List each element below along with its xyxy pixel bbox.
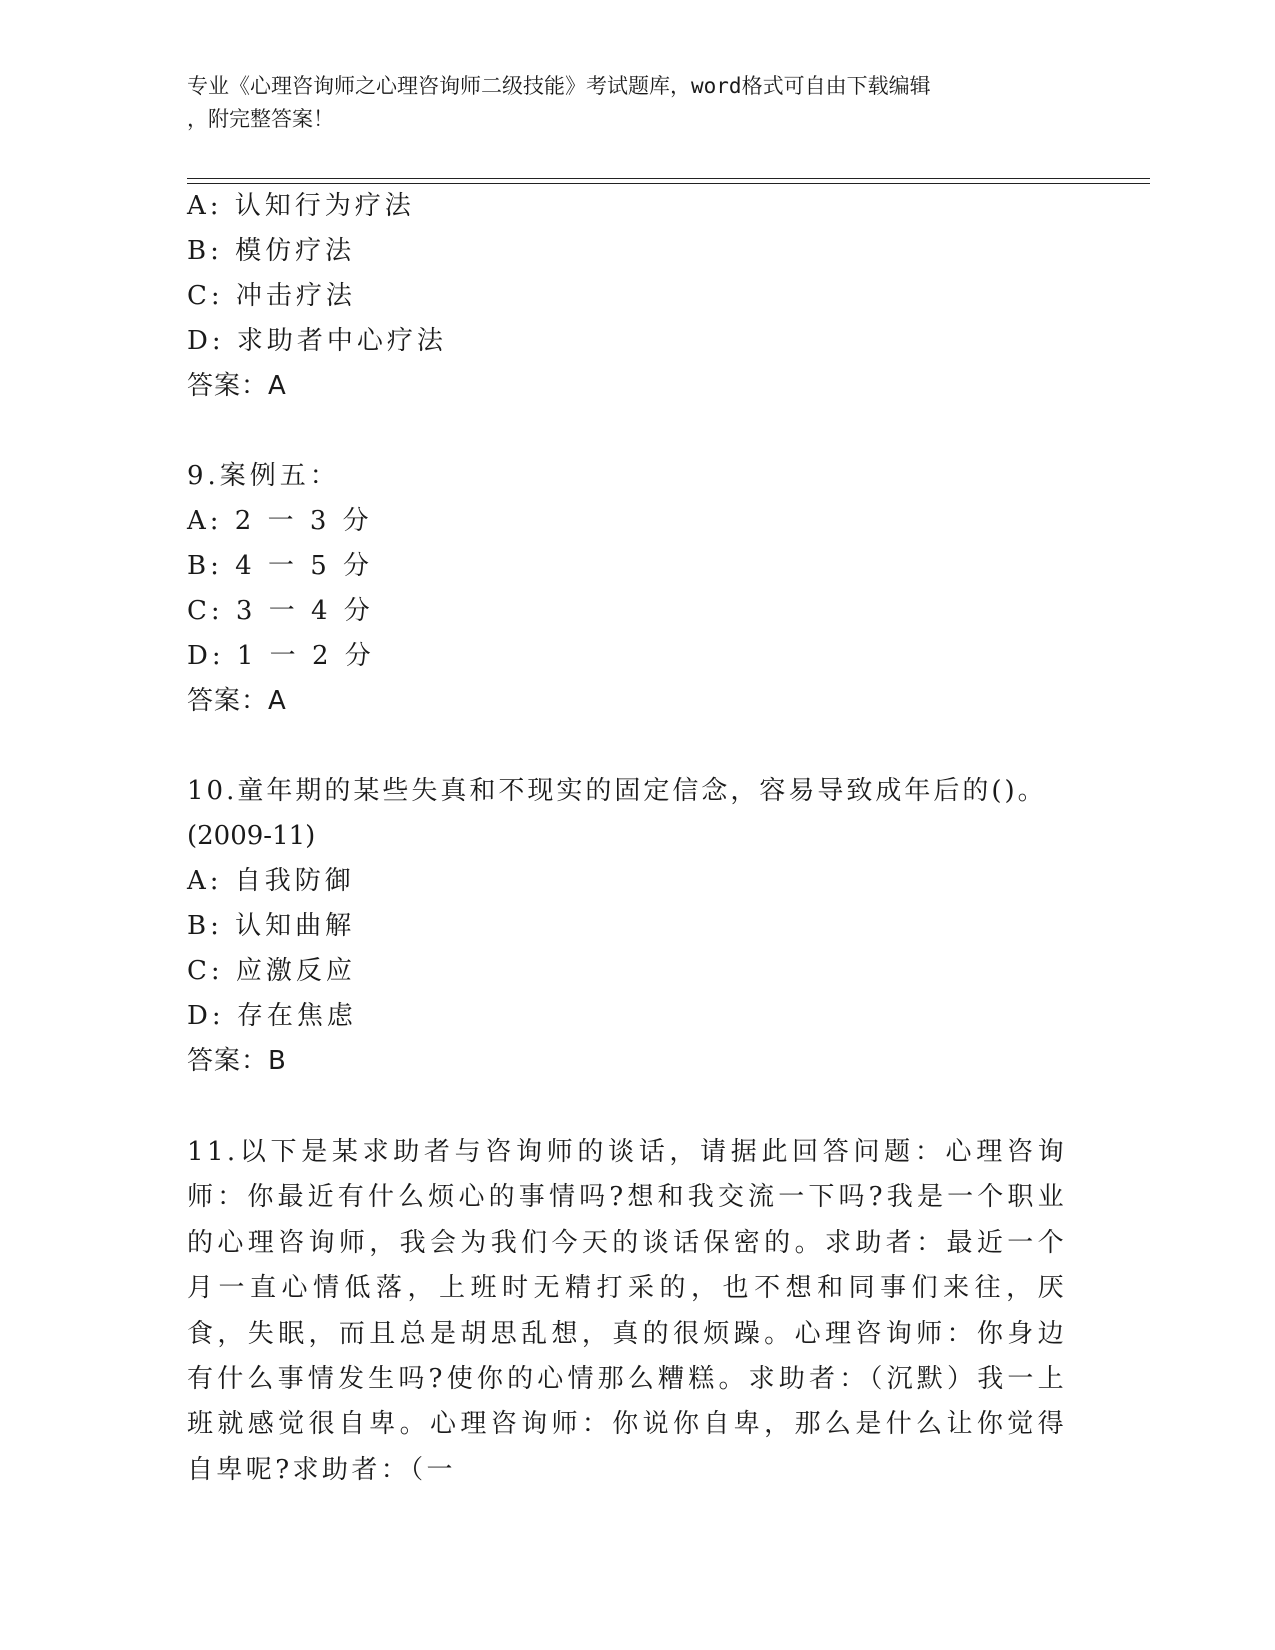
q8-option-c: C: 冲击疗法 (187, 281, 356, 311)
q10-option-b: B: 认知曲解 (187, 911, 356, 941)
q9-option-b: B: 4 一 5 分 (187, 551, 374, 581)
q10-answer: 答案：B (187, 1046, 287, 1076)
q8-option-a: A: 认知行为疗法 (187, 191, 415, 221)
q10-option-a: A: 自我防御 (187, 866, 355, 896)
q10-option-d: D: 存在焦虑 (187, 1001, 357, 1031)
q8-answer: 答案：A (187, 371, 287, 401)
q9-answer: 答案：A (187, 686, 287, 716)
q9-option-a: A: 2 一 3 分 (187, 506, 373, 536)
q10-question-note: (2009-11) (187, 821, 316, 851)
q10-option-c: C: 应激反应 (187, 956, 356, 986)
q8-option-b: B: 模仿疗法 (187, 236, 356, 266)
q9-question: 9.案例五： (187, 461, 340, 491)
header-line-2: ，附完整答案！ (187, 107, 334, 131)
q9-option-d: D: 1 一 2 分 (187, 641, 375, 671)
header-divider-bottom (187, 183, 1150, 184)
header-line-1: 专业《心理咨询师之心理咨询师二级技能》考试题库，word格式可自由下载编辑 (187, 74, 931, 98)
document-header (187, 70, 1067, 136)
header-divider-top (187, 178, 1150, 179)
q10-question: 10.童年期的某些失真和不现实的固定信念，容易导致成年后的()。 (187, 776, 1047, 806)
q11-question: 11.以下是某求助者与咨询师的谈话，请据此回答问题：心理咨询师：你最近有什么烦心的事情吗?想和我交流一下吗?我是一个职业的心理咨询师，我会为我们今天的谈话保密的。求助者：最近一个月一直心情低落，上班时无精打采的，也不想和同事们来往，厌食，失眠，而且总是胡思乱想，真的很烦躁。心理咨询师：你身边有什么事情发生吗?使你的心情那么糟糕。求助者：（沉默）我一上班就感觉很自卑。心理咨询师：你说你自卑，那么是什么让你觉得自卑呢?求助者：（一 (187, 1137, 1067, 1485)
q9-option-c: C: 3 一 4 分 (187, 596, 374, 626)
q8-option-d: D: 求助者中心疗法 (187, 326, 447, 356)
